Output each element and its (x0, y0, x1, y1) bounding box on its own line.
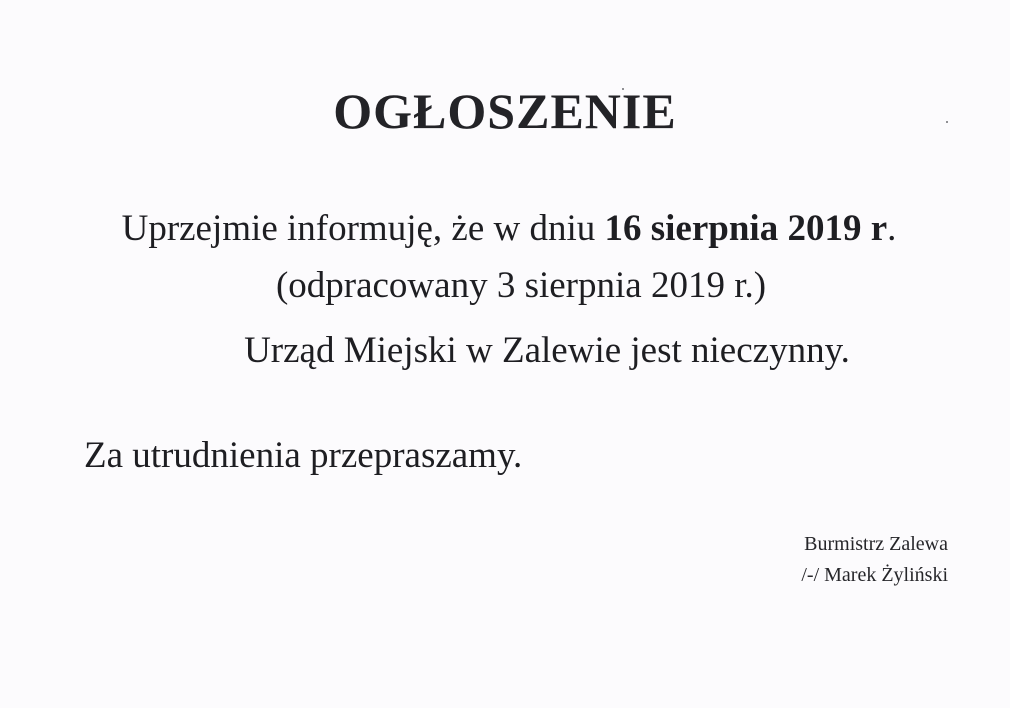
notice-title: OGŁOSZENIE (333, 83, 677, 139)
notice-line-apology: Za utrudnienia przepraszamy. (84, 435, 523, 476)
notice-line-date-suffix: . (887, 208, 897, 249)
notice-line-date (0, 210, 1010, 247)
notice-line-worked-off: (odpracowany 3 sierpnia 2019 r.) (275, 265, 767, 306)
notice-line-date-prefix: Uprzejmie informuję, że w dniu (121, 208, 605, 249)
notice-line-office-closed: Urząd Miejski w Zalewie jest nieczynny. (244, 330, 850, 371)
signature-role: Burmistrz Zalewa (804, 533, 948, 555)
notice-date: 16 sierpnia 2019 r (604, 208, 888, 249)
signature-name: /-/ Marek Żyliński (801, 564, 948, 586)
